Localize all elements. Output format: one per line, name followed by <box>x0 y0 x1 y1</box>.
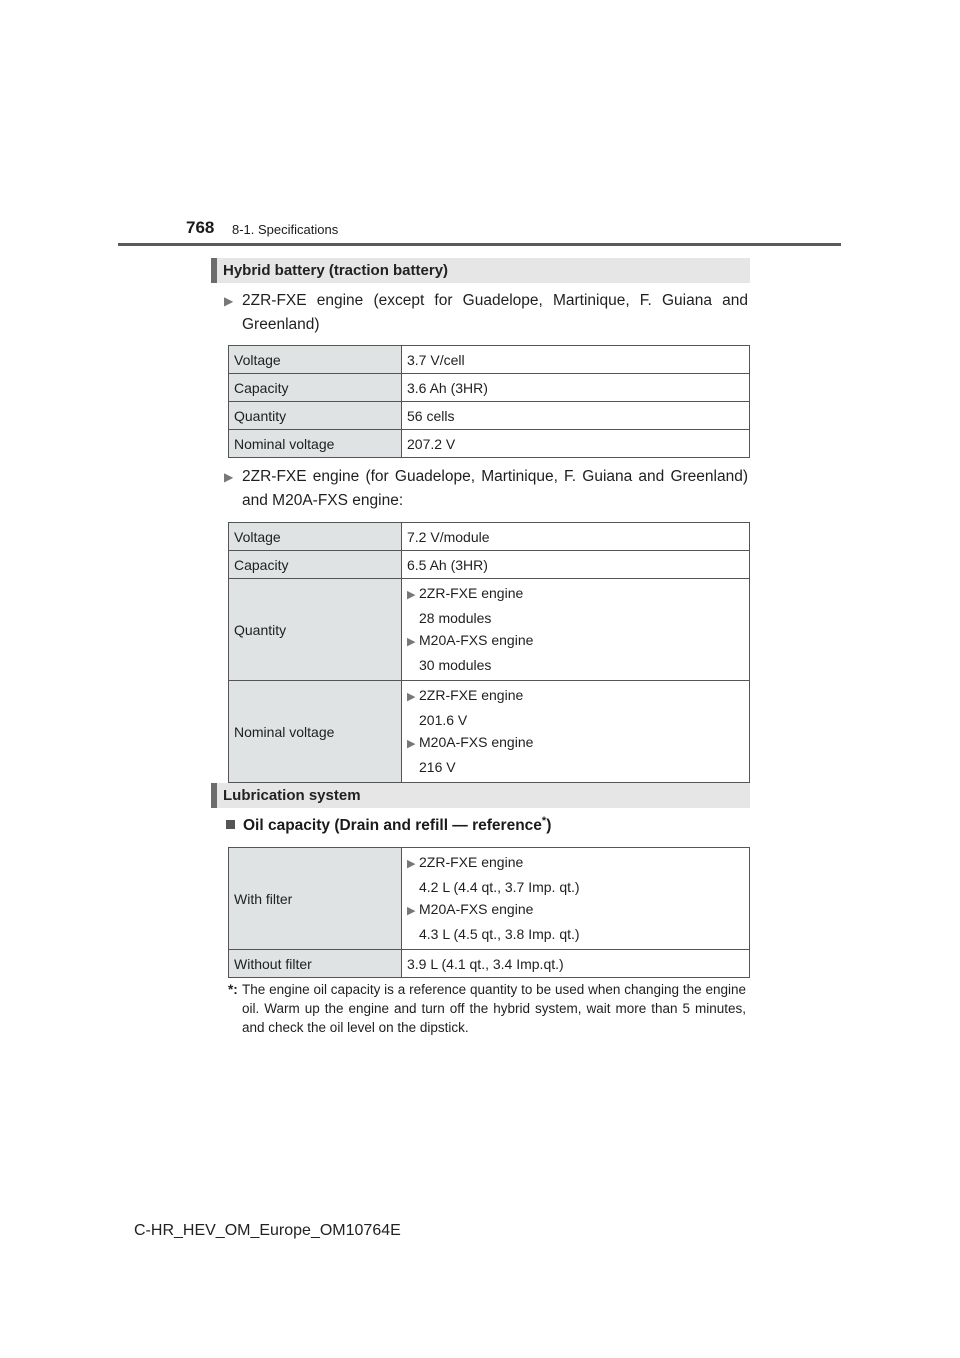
table-row <box>229 374 750 402</box>
table-key: Voltage <box>229 346 402 374</box>
triangle-right-icon: ▶ <box>224 294 234 308</box>
table-row <box>229 430 750 458</box>
engine-value: 216 V <box>419 758 456 775</box>
oil-capacity-table <box>228 847 750 978</box>
engine-label: M20A-FXS engine <box>419 901 534 917</box>
table-row <box>229 346 750 374</box>
table-row <box>229 950 750 978</box>
table-key: Nominal voltage <box>229 430 402 458</box>
section-title: 8-1. Specifications <box>232 222 339 237</box>
table-key: Without filter <box>229 950 402 978</box>
lubrication-title: Lubrication system <box>223 787 361 804</box>
table-row <box>229 681 750 783</box>
oil-capacity-heading-text: Oil capacity (Drain and refill — reference <box>243 817 542 835</box>
lubrication-banner <box>211 783 750 808</box>
table-value: 3.7 V/cell <box>402 346 750 374</box>
table-value: 207.2 V <box>402 430 750 458</box>
header-divider <box>118 243 841 246</box>
footnote <box>228 980 746 1037</box>
heading-close: ) <box>546 817 552 835</box>
table-row <box>229 579 750 681</box>
engine-label: 2ZR-FXE engine <box>419 854 524 870</box>
engine-label: 2ZR-FXE engine <box>419 585 524 601</box>
triangle-right-icon: ▶ <box>224 470 234 484</box>
bullet-text: 2ZR-FXE engine (for Guadelope, Martinique, F. Guiana and Greenland) and M20A-FXS engine: <box>242 468 748 509</box>
table-value: 6.5 Ah (3HR) <box>402 551 750 579</box>
table-key: Nominal voltage <box>229 681 402 783</box>
engine-value: 4.2 L (4.4 qt., 3.7 Imp. qt.) <box>419 878 580 895</box>
banner-accent-bar <box>211 258 217 283</box>
table-key: Quantity <box>229 579 402 681</box>
engine-label: M20A-FXS engine <box>419 734 534 750</box>
table-row <box>229 402 750 430</box>
triangle-right-icon: ▶ <box>407 589 416 601</box>
hybrid-battery-banner <box>211 258 750 283</box>
battery-spec-table-1 <box>228 345 750 458</box>
page-number: 768 <box>186 218 215 237</box>
table-row <box>229 551 750 579</box>
hybrid-battery-title: Hybrid battery (traction battery) <box>223 262 449 279</box>
document-id: C-HR_HEV_OM_Europe_OM10764E <box>134 1222 401 1239</box>
table-row <box>229 848 750 950</box>
table-value: 56 cells <box>402 402 750 430</box>
banner-accent-bar <box>211 783 217 808</box>
engine-label: 2ZR-FXE engine <box>419 687 524 703</box>
table-value <box>402 848 750 950</box>
table-key: Capacity <box>229 374 402 402</box>
table-value: 3.9 L (4.1 qt., 3.4 Imp.qt.) <box>402 950 750 978</box>
bullet-text: 2ZR-FXE engine (except for Guadelope, Martinique, F. Guiana and Greenland) <box>242 292 748 333</box>
battery-spec-table-2 <box>228 522 750 783</box>
triangle-right-icon: ▶ <box>407 858 416 870</box>
footnote-mark: *: <box>228 982 238 997</box>
triangle-right-icon: ▶ <box>407 636 416 648</box>
engine-value: 30 modules <box>419 656 492 673</box>
table-key: Voltage <box>229 523 402 551</box>
engine-value: 4.3 L (4.5 qt., 3.8 Imp. qt.) <box>419 925 580 942</box>
footnote-text: The engine oil capacity is a reference quantity to be used when changing the engine oil. Warm up the engine and turn off the hybrid system, wait more than 5 minutes, and check the oil level on the dipstick. <box>242 982 746 1035</box>
table-row <box>229 523 750 551</box>
table-key: Quantity <box>229 402 402 430</box>
table-key: With filter <box>229 848 402 950</box>
reference-mark: * <box>541 815 547 827</box>
bullet-2zr-m20a <box>224 465 748 513</box>
square-icon <box>226 820 235 829</box>
table-value <box>402 681 750 783</box>
triangle-right-icon: ▶ <box>407 905 416 917</box>
oil-capacity-heading <box>226 815 551 835</box>
bullet-2zr-except <box>224 289 748 337</box>
engine-value: 201.6 V <box>419 711 468 728</box>
table-key: Capacity <box>229 551 402 579</box>
engine-value: 28 modules <box>419 609 492 626</box>
triangle-right-icon: ▶ <box>407 691 416 703</box>
table-value: 3.6 Ah (3HR) <box>402 374 750 402</box>
engine-label: M20A-FXS engine <box>419 632 534 648</box>
triangle-right-icon: ▶ <box>407 738 416 750</box>
table-value <box>402 579 750 681</box>
table-value: 7.2 V/module <box>402 523 750 551</box>
